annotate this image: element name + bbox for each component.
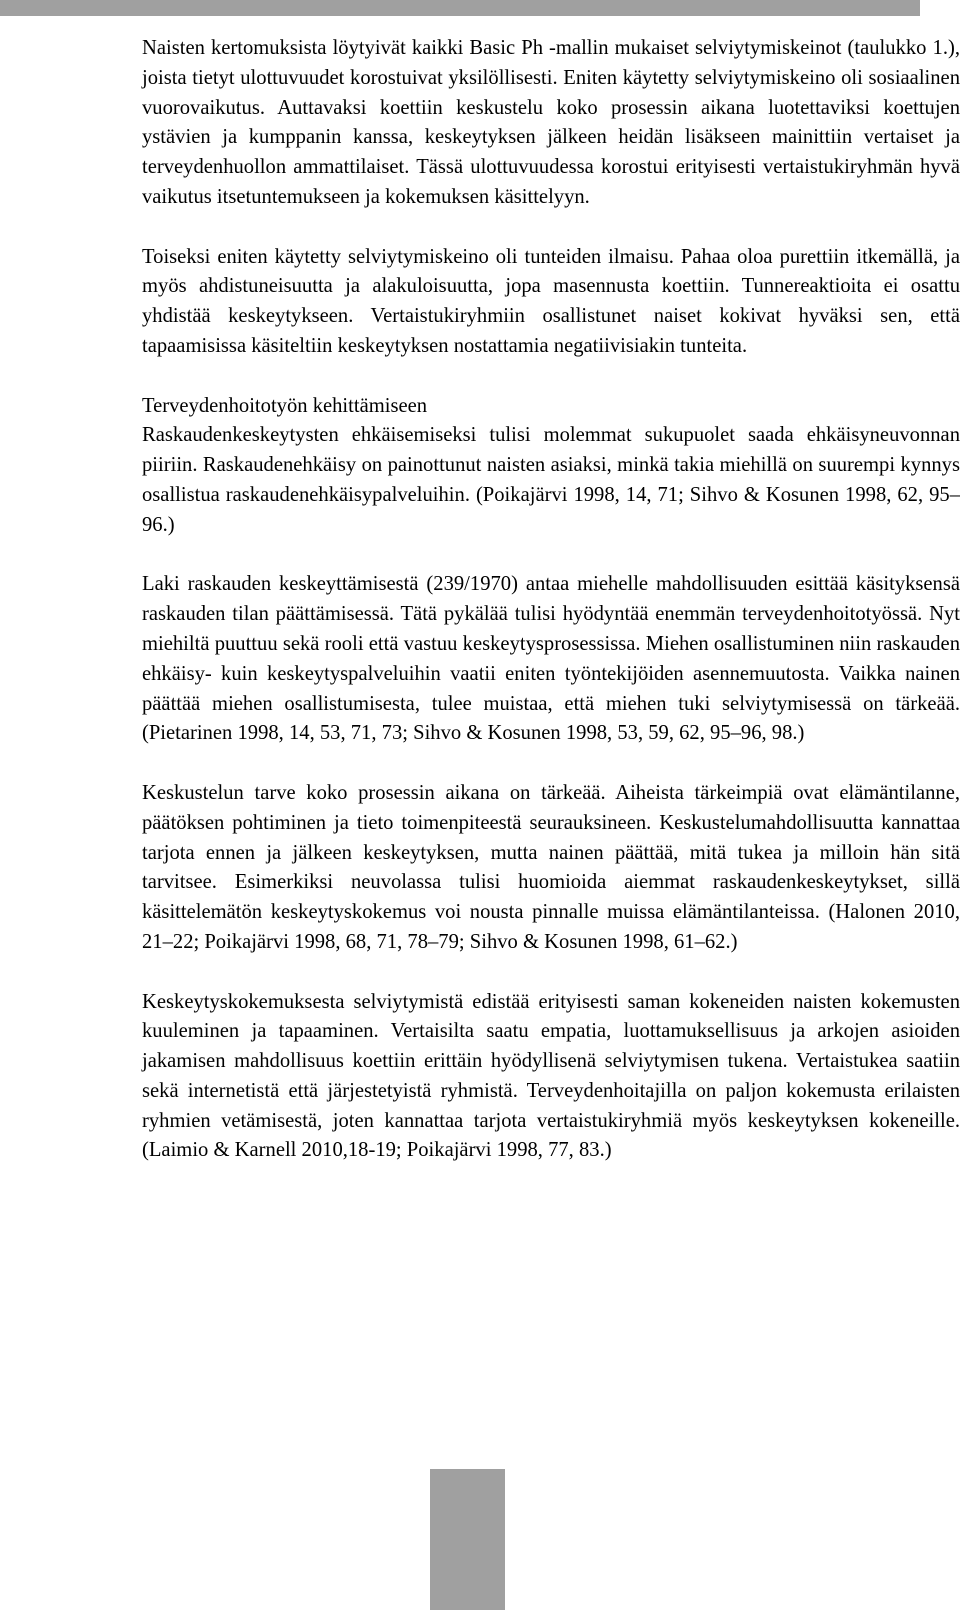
paragraph-peer-support: Keskeytyskokemuksesta selviytymistä edistää erityisesti saman kokeneiden naisten kokemusten kuuleminen ja tapaaminen. Vertaisilta saatu empatia, luottamuksellisuus ja arkojen asioiden jakamisen mahdollisuus koettiin erittäin hyödyllisenä selviytymisen tukena. Vertaistukea saatiin sekä internetistä että järjestetyistä ryhmistä. Terveydenhoitajilla on paljon kokemusta erilaisten ryhmien vetämisestä, joten kannattaa tarjota vertaistukiryhmiä myös keskeytyksen kokeneille. (Laimio & Karnell 2010,18-19; Poikajärvi 1998, 77, 83.)	[142, 990, 960, 1162]
section-heading: Terveydenhoitotyön kehittämiseen	[142, 394, 428, 417]
top-scroll-bar	[0, 0, 920, 16]
page-footer-block	[430, 1469, 505, 1610]
paragraph-emotional-expression: Toiseksi eniten käytetty selviytymiskeino oli tunteiden ilmaisu. Pahaa oloa purettiin itkemällä, ja myös ahdistuneisuutta ja alakuloisuutta, jopa masennusta koettiin. Tunnereaktioita ei osattu yhdistää keskeytykseen. Vertaistukiryhmiin osallistunet naiset kokivat hyväksi sen, että tapaamisissa käsiteltiin keskeytyksen nostattamia negatiivisiakin tunteita.	[142, 245, 960, 357]
paragraph-coping-methods: Naisten kertomuksista löytyivät kaikki Basic Ph -mallin mukaiset selviytymiskeinot (taulukko 1.), joista tietyt ulottuvuudet korostuivat yksilöllisesti. Eniten käytetty selviytymiskeino oli sosiaalinen vuorovaikutus. Auttavaksi koettiin keskustelu koko prosessin aikana luotettaviksi koettujen ystävien ja kumppanin kanssa, keskeytyksen jälkeen heidän lisäkseen mainittiin vertaiset ja terveydenhuollon ammattilaiset. Tässä ulottuvuudessa korostui erityisesti vertaistukiryhmän hyvä vaikutus itsetuntemukseen ja kokemuksen käsittelyyn.	[142, 37, 960, 208]
paragraph-discussion-need: Keskustelun tarve koko prosessin aikana on tärkeää. Aiheista tärkeimpiä ovat elämäntilanne, päätöksen pohtiminen ja tieto toimenpiteestä seurauksineen. Keskustelumahdollisuutta kannattaa tarjota ennen ja jälkeen keskeytyksen, mutta nainen päättää, mitä tukea ja milloin hän sitä tarvitsee. Esimerkiksi neuvolassa tulisi huomioida aiemmat raskaudenkeskeytykset, sillä käsittelemätön keskeytyskokemus voi nousta pinnalle muissa elämäntilanteissa. (Halonen 2010, 21–22; Poikajärvi 1998, 68, 71, 78–79; Sihvo & Kosunen 1998, 61–62.)	[142, 781, 960, 953]
paragraph-contraception-counseling: Raskaudenkeskeytysten ehkäisemiseksi tulisi molemmat sukupuolet saada ehkäisyneuvonnan piiriin. Raskaudenehkäisy on painottunut naisten asiaksi, minkä takia miehillä on suurempi kynnys osallistua raskaudenehkäisypalveluihin. (Poikajärvi 1998, 14, 71; Sihvo & Kosunen 1998, 62, 95–96.)	[142, 424, 960, 536]
paragraph-abortion-law: Laki raskauden keskeyttämisestä (239/1970) antaa miehelle mahdollisuuden esittää käsityksensä raskauden tilan päättämisessä. Tätä pykälää tulisi hyödyntää enemmän terveydenhoitotyössä. Nyt miehiltä puuttuu sekä rooli että vastuu keskeytysprosessissa. Miehen osallistuminen niin raskauden ehkäisy- kuin keskeytyspalveluihin vaatii eniten työntekijöiden asennemuutosta. Vaikka nainen päättää miehen osallistumisesta, tulee muistaa, että miehen tuki selviytymisessä on tärkeää. (Pietarinen 1998, 14, 53, 71, 73; Sihvo & Kosunen 1998, 53, 59, 62, 95–96, 98.)	[142, 573, 960, 745]
document-page	[142, 34, 960, 1166]
